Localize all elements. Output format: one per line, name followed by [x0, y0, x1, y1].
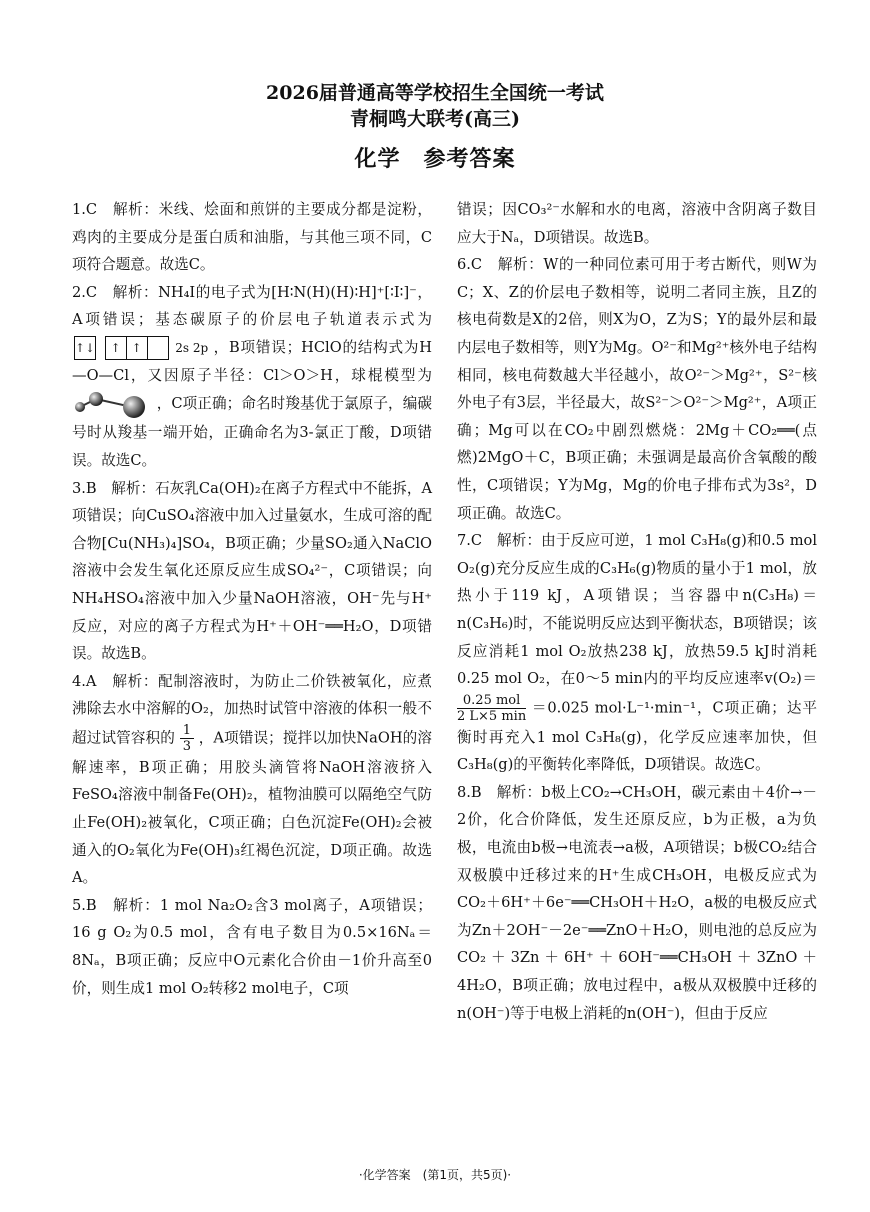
answer-8: 8.B 解析：b极上CO₂→CH₃OH，碳元素由＋4价→－2价，化合价降低，发生还原反应，b为正极，a为负极，电流由b极→电流表→a极，A项错误；b极CO₂结合双极膜中迁移过来的H⁺生成CH₃OH，电极反应式为CO₂＋6H⁺＋6e⁻══CH₃OH＋H₂O，a极的电极反应式为Zn＋2OH⁻－2e⁻══ZnO＋H₂O，则电池的总反应为CO₂＋3Zn＋6H⁺＋6OH⁻══CH₃OH＋3ZnO＋4H₂O，B项正确；放电过程中，a极从双极膜中迁移的n(OH⁻)等于电极上消耗的n(OH⁻)，但由于反应 [457, 783, 817, 1022]
answer-2-part-a: 2.C 解析：NH₄I的电子式为[H∶N(H)(H)∶H]⁺[∶I∶]⁻，A项错误；基态碳原子的价层电子轨道表示式为 [72, 283, 432, 329]
fraction-numerator: 1 [180, 723, 194, 739]
answer-5: 5.B 解析：1 mol Na₂O₂含3 mol离子，A项错误；16 g O₂为0.5 mol，含有电子数目为0.5×16Nₐ＝8Nₐ，B项正确；反应中O元素化合价由－1价升高至0价，则生成1 mol O₂转移2 mol电子，C项 [72, 896, 432, 997]
fraction-one-third [180, 723, 194, 754]
ball-stick-model-icon [72, 389, 152, 419]
fraction-numerator: 0.25 mol [457, 693, 526, 709]
answer-1: 1.C 解析：米线、烩面和煎饼的主要成分都是淀粉，鸡肉的主要成分是蛋白质和油脂，与其他三项不同，C项符合题意。故选C。 [72, 201, 432, 274]
header [0, 80, 870, 176]
answer-5-continued: 错误；因CO₃²⁻水解和水的电离，溶液中含阴离子数目应大于Nₐ，D项错误。故选B。 [457, 201, 817, 246]
orbital-2p-2: ↑ [127, 337, 148, 359]
answer-4-part-a: 4.A 解析：配制溶液时，为防止二价铁被氧化，应煮沸除去水中溶解的O₂，加热时试管中溶液的体积一般不超过试管容积的 [72, 672, 432, 747]
left-column [72, 196, 432, 1002]
orbital-label-2s: 2s [175, 341, 190, 356]
orbital-boxes [74, 336, 96, 360]
fraction-denominator: 3 [182, 738, 191, 754]
answer-2-part-b: ，B项错误；HClO的结构式为H—O—Cl，又因原子半径：Cl＞O＞H，球棍模型为 [72, 338, 432, 384]
orbital-2p-3 [148, 337, 168, 359]
answer-7-part-b: ＝0.025 mol·L⁻¹·min⁻¹，C项正确；达平衡时再充入1 mol C₃H₈(g)，化学反应速率加快，但C₃H₈(g)的平衡转化率降低，D项错误。故选C。 [457, 699, 818, 774]
answer-2 [72, 279, 432, 475]
answer-7 [457, 527, 817, 779]
fraction-denominator: 2 L×5 min [457, 708, 527, 724]
orbital-boxes-2p [105, 336, 169, 360]
right-column [457, 196, 817, 1027]
orbital-diagram [72, 334, 208, 362]
answer-2-part-c: ，C项正确；命名时羧基优于氯原子，编碳号时从羧基一端开始，正确命名为3-氯正丁酸，D项错误。故选C。 [72, 395, 432, 469]
answer-4 [72, 668, 432, 892]
orbital-2p-1: ↑ [106, 337, 127, 359]
orbital-labels [175, 341, 208, 355]
answer-4-part-b: ，A项错误；搅拌以加快NaOH的溶解速率，B项正确；用胶头滴管将NaOH溶液挤入FeSO₄溶液中制备Fe(OH)₂，植物油膜可以隔绝空气防止Fe(OH)₂被氧化，C项正确；白色沉淀Fe(OH)₂会被通入的O₂氧化为Fe(OH)₃红褐色沉淀，D项正确。故选A。 [72, 729, 432, 887]
orbital-2s: ↑↓ [75, 341, 96, 356]
answer-6: 6.C 解析：W的一种同位素可用于考古断代，则W为C；X、Z的价层电子数相等，说明二者同主族，且Z的核电荷数是X的2倍，则X为O，Z为S；Y的最外层和最内层电子数相等，则Y为Mg。O²⁻和Mg²⁺核外电子结构相同，核电荷数越大半径越小，故O²⁻＞Mg²⁺，S²⁻核外电子有3层，半径最大，故S²⁻＞O²⁻＞Mg²⁺，A项正确；Mg可以在CO₂中剧烈燃烧：2Mg＋CO₂══(点燃)2MgO＋C，B项正确；未强调是最高价含氧酸的酸性，C项错误；Y为Mg，Mg的价电子排布式为3s²，D项正确。故选C。 [457, 256, 817, 522]
exam-subtitle: 青桐鸣大联考(高三) [350, 108, 520, 130]
fraction-rate [457, 693, 526, 724]
answer-7-part-a: 7.C 解析：由于反应可逆，1 mol C₃H₈(g)和0.5 mol O₂(g)充分反应生成的C₃H₆(g)物质的量小于1 mol，放热小于119 kJ，A项错误；当容器中n(C₃H₈)＝n(C₃H₆)时，不能说明反应达到平衡状态，B项错误；该反应消耗1 mol O₂放热238 kJ，放热59.5 kJ时消耗0.25 mol O₂，在0～5 min内的平均反应速率v(O₂)＝ [457, 532, 817, 688]
exam-title: 2026届普通高等学校招生全国统一考试 [266, 82, 604, 104]
page-footer: ·化学答案 (第1页，共5页)· [358, 1168, 512, 1182]
orbital-label-2p: 2p [192, 341, 209, 356]
answer-3: 3.B 解析：石灰乳Ca(OH)₂在离子方程式中不能拆，A项错误；向CuSO₄溶液中加入过量氨水，生成可溶的配合物[Cu(NH₃)₄]SO₄，B项正确；少量SO₂通入NaClO溶液中会发生氧化还原反应生成SO₄²⁻，C项错误；向NH₄HSO₄溶液中加入少量NaOH溶液，OH⁻先与H⁺反应，对应的离子方程式为H⁺＋OH⁻══H₂O，D项错误。故选B。 [72, 479, 432, 663]
answer-title: 化学 参考答案 [354, 146, 516, 172]
